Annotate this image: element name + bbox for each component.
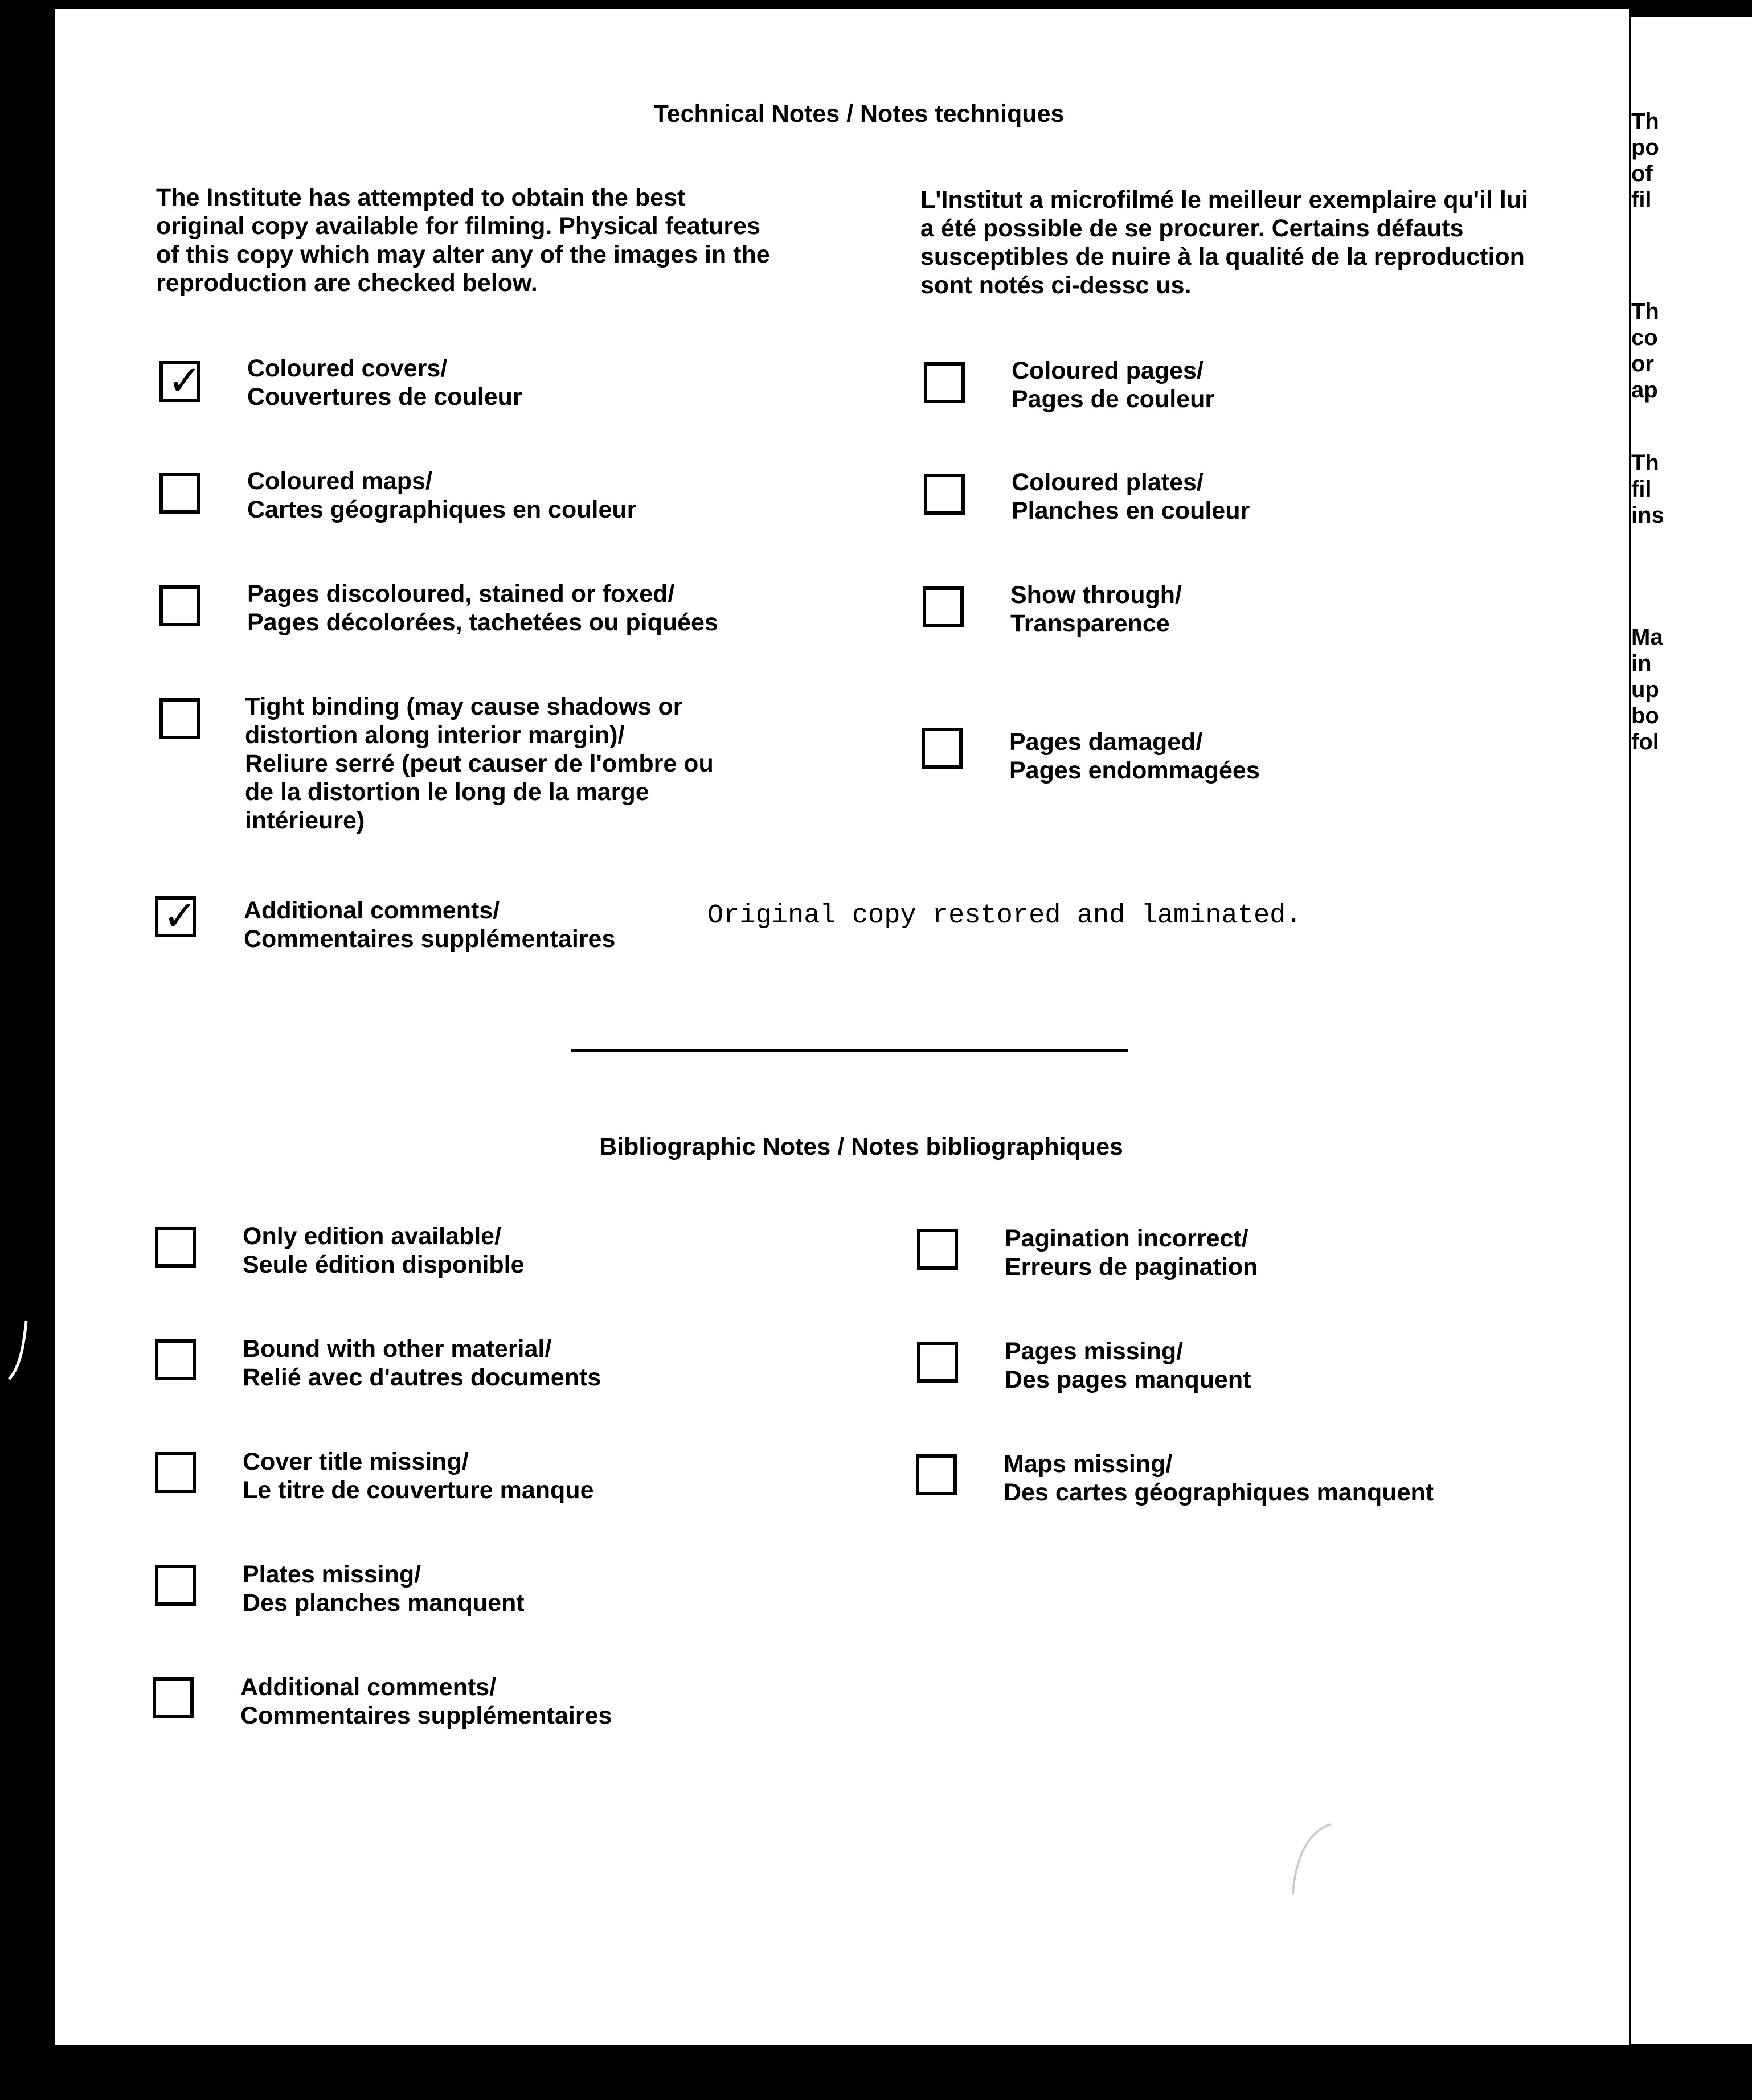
label-show-through: Show through/ Transparence bbox=[1010, 581, 1182, 637]
label-tight-binding: Tight binding (may cause shadows or distortion along interior margin)/ Reliure serré (peut causer de l'ombre ou de la distortion le long de la marge intérieure) bbox=[245, 693, 714, 834]
adjacent-page-fragment-3: Th fil ins bbox=[1631, 450, 1664, 528]
label-coloured-pages: Coloured pages/ Pages de couleur bbox=[1012, 357, 1215, 413]
check-mark-icon: ✓ bbox=[163, 892, 198, 940]
label-pages-damaged: Pages damaged/ Pages endommagées bbox=[1009, 728, 1260, 784]
label-technical-additional-comments: Additional comments/ Commentaires supplémentaires bbox=[244, 897, 616, 953]
label-plates-missing: Plates missing/ Des planches manquent bbox=[243, 1561, 525, 1617]
adjacent-page-fragment-4: Ma in up bo fol bbox=[1631, 625, 1663, 754]
label-coloured-covers: Coloured covers/ Couvertures de couleur bbox=[247, 355, 522, 411]
label-pagination-incorrect: Pagination incorrect/ Erreurs de pagination bbox=[1005, 1225, 1258, 1281]
label-maps-missing: Maps missing/ Des cartes géographiques manquent bbox=[1004, 1450, 1434, 1506]
label-bibliographic-additional-comments: Additional comments/ Commentaires supplémentaires bbox=[240, 1674, 612, 1729]
checkbox-pages-damaged[interactable] bbox=[922, 728, 963, 769]
stray-scan-mark bbox=[1285, 1820, 1336, 1900]
bibliographic-notes-heading: Bibliographic Notes / Notes bibliographiques bbox=[599, 1133, 1123, 1160]
adjacent-page-fragment-2: Th co or ap bbox=[1631, 299, 1659, 403]
technical-notes-heading: Technical Notes / Notes techniques bbox=[653, 100, 1065, 128]
checkbox-technical-additional-comments[interactable] bbox=[155, 892, 198, 940]
label-coloured-maps: Coloured maps/ Cartes géographiques en couleur bbox=[247, 467, 637, 523]
label-only-edition: Only edition available/ Seule édition disponible bbox=[243, 1223, 525, 1278]
checkbox-bound-with[interactable] bbox=[155, 1339, 196, 1380]
checkbox-pagination-incorrect[interactable] bbox=[917, 1229, 958, 1270]
checkbox-maps-missing[interactable] bbox=[916, 1454, 957, 1495]
label-bound-with: Bound with other material/ Relié avec d'autres documents bbox=[243, 1335, 601, 1391]
left-margin-scan-mark bbox=[3, 1315, 32, 1384]
check-mark-icon: ✓ bbox=[167, 356, 202, 404]
label-pages-missing: Pages missing/ Des pages manquent bbox=[1005, 1338, 1251, 1393]
checkbox-show-through[interactable] bbox=[923, 586, 964, 627]
checkbox-plates-missing[interactable] bbox=[155, 1565, 196, 1606]
checkbox-pages-discoloured[interactable] bbox=[159, 585, 200, 626]
checkbox-coloured-pages[interactable] bbox=[924, 362, 965, 403]
technical-intro-english: The Institute has attempted to obtain the best original copy available for filming. Physical features of this copy which may alter any of the images in the reproduction are checked below. bbox=[156, 184, 770, 297]
checkbox-cover-title-missing[interactable] bbox=[155, 1452, 196, 1493]
checkbox-pages-missing[interactable] bbox=[917, 1342, 958, 1383]
checkbox-bibliographic-additional-comments[interactable] bbox=[153, 1677, 194, 1718]
label-cover-title-missing: Cover title missing/ Le titre de couverture manque bbox=[243, 1448, 594, 1504]
document-page bbox=[55, 9, 1629, 2045]
adjacent-page-fragment-1: Th po of fil bbox=[1631, 109, 1659, 212]
checkbox-coloured-plates[interactable] bbox=[924, 474, 965, 515]
section-divider bbox=[571, 1049, 1128, 1052]
checkbox-coloured-maps[interactable] bbox=[159, 473, 200, 514]
technical-intro-french: L'Institut a microfilmé le meilleur exemplaire qu'il lui a été possible de se procurer. Certains défauts susceptibles de nuire à la qualité de la reproduction sont notés ci-dessc us. bbox=[920, 186, 1529, 299]
checkbox-coloured-covers[interactable] bbox=[159, 356, 202, 404]
label-coloured-plates: Coloured plates/ Planches en couleur bbox=[1012, 469, 1250, 524]
adjacent-page-edge bbox=[1631, 17, 1752, 2044]
checkbox-tight-binding[interactable] bbox=[159, 698, 200, 739]
technical-additional-comment-text: Original copy restored and laminated. bbox=[707, 901, 1302, 931]
label-pages-discoloured: Pages discoloured, stained or foxed/ Pages décolorées, tachetées ou piquées bbox=[247, 580, 718, 636]
checkbox-only-edition[interactable] bbox=[155, 1227, 196, 1268]
